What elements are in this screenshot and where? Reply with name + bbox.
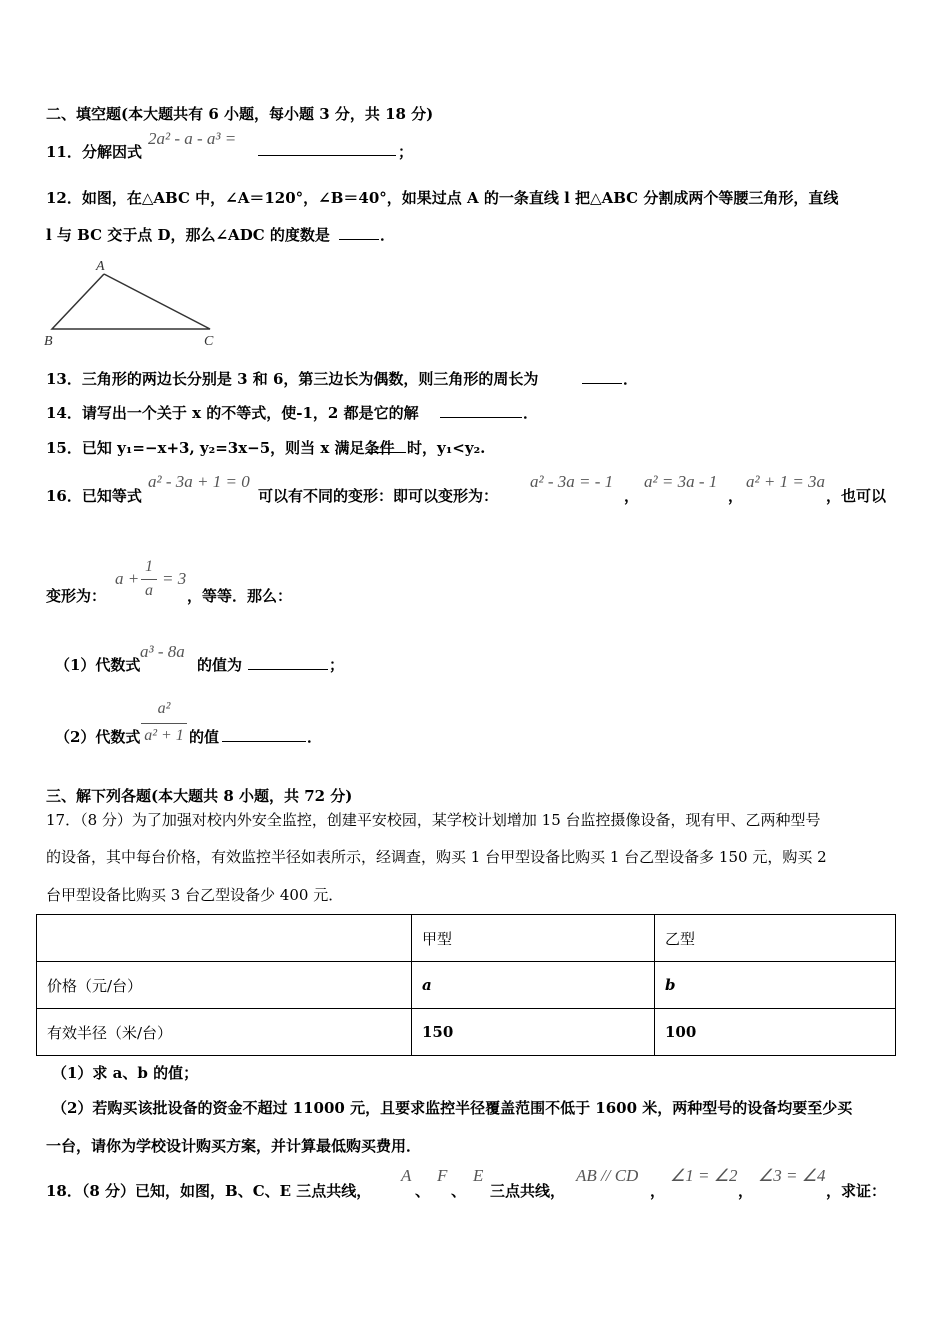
q17-sub2-line1: （2）若购买该批设备的资金不超过 11000 元，且要求监控半径覆盖范围不低于 1600 米，两种型号的设备均要至少买 — [52, 1099, 853, 1117]
q18-point-a: A — [401, 1166, 412, 1185]
q18-angle-eq2: ∠3 = ∠4 — [758, 1166, 826, 1185]
triangle-abc — [52, 274, 210, 329]
q18-sep1: ， — [650, 1182, 666, 1200]
q18-point-f: F — [437, 1166, 448, 1185]
q14-answer-blank[interactable] — [440, 402, 522, 418]
q16-sub2-tail: 的值 — [189, 728, 220, 746]
section2-heading: 二、填空题(本大题共有 6 小题，每小题 3 分，共 18 分) — [46, 105, 434, 123]
q18-angle-eq1: ∠1 = ∠2 — [670, 1166, 738, 1185]
q14-text: 14．请写出一个关于 x 的不等式，使-1，2 都是它的解 — [46, 404, 419, 422]
q16-sub1-tail: 的值为 — [197, 656, 243, 674]
q11-end: ； — [398, 143, 414, 161]
q16-equation: a² - 3a + 1 = 0 — [148, 472, 250, 491]
q16-frac-den: a — [145, 582, 153, 599]
q18-point-e: E — [473, 1166, 484, 1185]
q17-line2: 的设备，其中每台价格，有效监控半径如表所示，经调查，购买 1 台甲型设备比购买 1 台乙型设备多 150 元，购买 2 — [46, 848, 827, 866]
q16-sub1-end: ； — [329, 656, 345, 674]
q11-expression: 2a² - a - a³ = — [148, 129, 237, 148]
q16-variant2: a² = 3a - 1 — [644, 472, 718, 491]
q17-line1: 17．（8 分）为了加强对校内外安全监控，创建平安校园，某学校计划增加 15 台监控摄像设备，现有甲、乙两种型号 — [46, 811, 821, 829]
q16-frac-bar — [141, 579, 157, 580]
q14-end: ． — [523, 404, 539, 422]
q16-sub1-lead: （1）代数式 — [55, 656, 141, 674]
table-cell: 价格（元/台） — [37, 962, 412, 1009]
q16-sub1-answer-blank[interactable] — [248, 654, 328, 670]
q16-variant1: a² - 3a = - 1 — [530, 472, 614, 491]
label-a: A — [96, 259, 105, 274]
q18-tail: ，求证： — [826, 1182, 887, 1200]
q18-parallel: AB // CD — [576, 1166, 639, 1185]
q16-frac-a: a + — [115, 569, 140, 588]
q16-frac-rhs: = 3 — [162, 569, 187, 588]
q16-sub2-num: a² — [157, 700, 171, 717]
q17-sub1: （1）求 a、b 的值； — [52, 1064, 199, 1082]
triangle-figure — [40, 256, 230, 351]
q16-sep2: ， — [728, 487, 744, 505]
q16-sub2-den: a² + 1 — [144, 727, 184, 744]
label-b: B — [44, 334, 53, 349]
table-row — [37, 962, 896, 1009]
q11-number: 11． — [46, 143, 82, 161]
q18-comma2: 、 — [451, 1182, 467, 1200]
table-header-row — [37, 915, 896, 962]
q16-mid-text: 可以有不同的变形：即可以变形为： — [258, 487, 499, 505]
table-header-cell: 甲型 — [412, 915, 655, 962]
q16-variant3: a² + 1 = 3a — [746, 472, 826, 491]
table-cell: 100 — [655, 1009, 896, 1056]
q16-line2-lead: 变形为： — [46, 587, 107, 605]
q15-answer-blank[interactable] — [368, 437, 406, 453]
q16-sep1: ， — [624, 487, 640, 505]
table-cell: 有效半径（米/台） — [37, 1009, 412, 1056]
q12-line1: 12．如图，在△ABC 中，∠A＝120°，∠B＝40°，如果过点 A 的一条直线 l 把△ABC 分割成两个等腰三角形，直线 — [46, 189, 839, 207]
q11-text: 分解因式 — [82, 143, 143, 161]
table-cell: b — [655, 962, 896, 1009]
q16-tail: ，也可以 — [826, 487, 887, 505]
table-cell: 150 — [412, 1009, 655, 1056]
table-header-cell — [37, 915, 412, 962]
q15-text: 15．已知 y₁=−x+3, y₂=3x−5，则当 x 满足条件 — [46, 439, 395, 457]
q18-lead: 18．（8 分）已知，如图，B、C、E 三点共线， — [46, 1182, 372, 1200]
q17-device-table — [36, 914, 896, 1056]
section3-heading: 三、解下列各题(本大题共 8 小题，共 72 分) — [46, 787, 353, 805]
q18-sep2: ， — [738, 1182, 754, 1200]
q16-sub1-expr: a³ - 8a — [140, 642, 185, 661]
q13-answer-blank[interactable] — [582, 368, 622, 384]
q11-answer-blank[interactable] — [258, 140, 396, 156]
q16-line2-tail: ，等等．那么： — [187, 587, 293, 605]
table-header-cell: 乙型 — [655, 915, 896, 962]
q17-line3: 台甲型设备比购买 3 台乙型设备少 400 元． — [46, 886, 344, 904]
q17-sub2-line2: 一台，请你为学校设计购买方案，并计算最低购买费用． — [46, 1137, 422, 1155]
table-cell: a — [412, 962, 655, 1009]
table-row — [37, 1009, 896, 1056]
q16-frac-num: 1 — [145, 558, 153, 575]
q16-number: 16．已知等式 — [46, 487, 142, 505]
q12-end: ． — [380, 226, 396, 244]
q12-line2: l 与 BC 交于点 D，那么∠ADC 的度数是 — [46, 226, 330, 244]
q16-sub2-end: ． — [307, 728, 323, 746]
q13-end: ． — [623, 370, 639, 388]
q18-comma1: 、 — [415, 1182, 431, 1200]
q16-sub2-bar — [141, 723, 187, 724]
q13-text: 13．三角形的两边长分别是 3 和 6，第三边长为偶数，则三角形的周长为 — [46, 370, 539, 388]
q16-sub2-answer-blank[interactable] — [222, 726, 306, 742]
q18-mid: 三点共线， — [490, 1182, 566, 1200]
label-c: C — [204, 334, 214, 349]
q12-answer-blank[interactable] — [339, 224, 379, 240]
q15-end: 时，y₁<y₂. — [407, 439, 486, 457]
q16-sub2-lead: （2）代数式 — [55, 728, 141, 746]
